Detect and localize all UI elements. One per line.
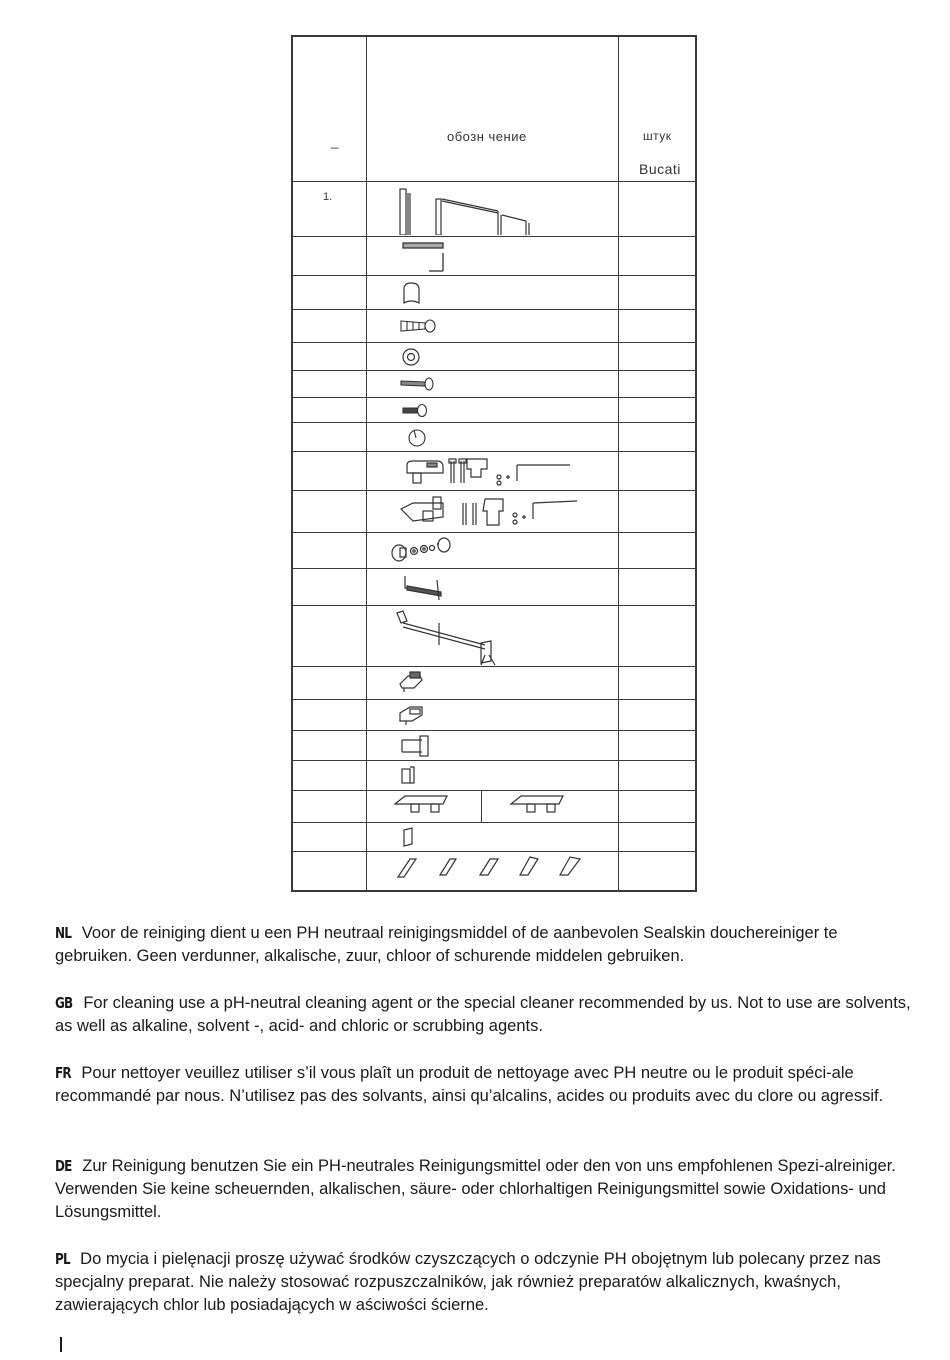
lang-code: FR (55, 1064, 71, 1082)
instruction-gb (55, 992, 915, 1038)
row-divider (293, 605, 695, 606)
row-divider (293, 451, 695, 452)
bracket-icon (400, 734, 432, 758)
header-designation: обозн чение (447, 129, 527, 144)
hinge-set-small-icon (405, 455, 580, 487)
column-divider (618, 37, 619, 890)
bottom-seal-icon (401, 572, 445, 602)
row-divider (293, 422, 695, 423)
wall-profile-icon (401, 241, 451, 273)
row-divider (293, 490, 695, 491)
row-divider (293, 342, 695, 343)
row-number: 1. (323, 191, 333, 203)
lang-code: GB (55, 994, 73, 1012)
instruction-text: Do mycia i pielęnacji proszę używać środków czyszczących o odczynie PH obojętnym lub polecany przez nas specjalny preparat. Nie należy stosować rozpuszczalników, jak również preparatów alkalicznych, kwaśnych, zawierających chlor lub posiadających w aściwości ścierne. (55, 1250, 881, 1314)
row-divider (293, 568, 695, 569)
row-divider (293, 790, 695, 791)
instruction-nl (55, 922, 915, 968)
column-divider (366, 37, 367, 890)
row-divider (293, 851, 695, 852)
instruction-text: Voor de reiniging dient u een PH neutraal reinigingsmiddel of de aanbevolen Sealskin douchereiniger te gebruiken. Geen verdunner, alkalische, zuur, chloor of schurende middelen gebruiken. (55, 924, 838, 965)
row-divider (293, 760, 695, 761)
short-screw-icon (401, 402, 429, 418)
parts-table (291, 35, 697, 892)
instruction-de (55, 1155, 915, 1224)
row-divider (293, 236, 695, 237)
row-divider (293, 181, 695, 182)
header-quantity: штук (643, 129, 672, 143)
lang-code: PL (55, 1250, 70, 1268)
row-divider (293, 397, 695, 398)
end-cap-icon (401, 281, 423, 305)
spacers-icon (396, 855, 586, 881)
wall-plug-icon (399, 315, 437, 335)
lang-code: NL (55, 924, 72, 942)
instruction-pl (55, 1248, 915, 1317)
cover-plates-icon (393, 794, 577, 818)
instruction-text: For cleaning use a pH-neutral cleaning agent or the special cleaner recommended by us. Not to use are solvents, as well as alkaline, solvent -, acid- and chloric or scrubbing agents. (55, 994, 911, 1035)
hinge-set-large-icon (399, 495, 579, 529)
long-screw-icon (399, 375, 435, 391)
stopper-icon (401, 826, 417, 848)
instruction-fr (55, 1062, 915, 1108)
row-divider (293, 699, 695, 700)
row-divider (293, 730, 695, 731)
row-divider (293, 275, 695, 276)
page-marker (60, 1337, 62, 1352)
row-divider (293, 370, 695, 371)
washer-icon (401, 347, 421, 367)
small-bracket-icon (400, 763, 418, 787)
glass-door-panels-icon (398, 187, 538, 235)
header-quantity-sub: Bucati (639, 161, 681, 177)
guide-clip-a-icon (398, 670, 426, 694)
guide-clip-b-icon (398, 703, 426, 727)
row-divider (293, 309, 695, 310)
screw-cover-icon (406, 426, 428, 448)
instruction-text: Zur Reinigung benutzen Sie ein PH-neutrales Reinigungsmittel oder den von uns empfohlenen Spezi-alreiniger. Verwenden Sie keine scheuernden, alkalischen, säure- oder chlorhaltigen Reinigungsmittel sowie Oxidations- und Lösungsmittel. (55, 1157, 896, 1221)
header-number: _ (331, 134, 339, 149)
knob-set-icon (390, 535, 456, 565)
instruction-text: Pour nettoyer veuillez utiliser s’il vous plaît un produit de nettoyage avec PH neutre ou le produit spéci-ale recommandé par nous. N’utilisez pas des solvants, ainsi qu’alcalins, acides ou produits avec du clore ou agressif. (55, 1064, 884, 1105)
stabilizer-bar-icon (395, 609, 499, 667)
row-divider (293, 532, 695, 533)
row-divider (293, 822, 695, 823)
lang-code: DE (55, 1157, 72, 1175)
